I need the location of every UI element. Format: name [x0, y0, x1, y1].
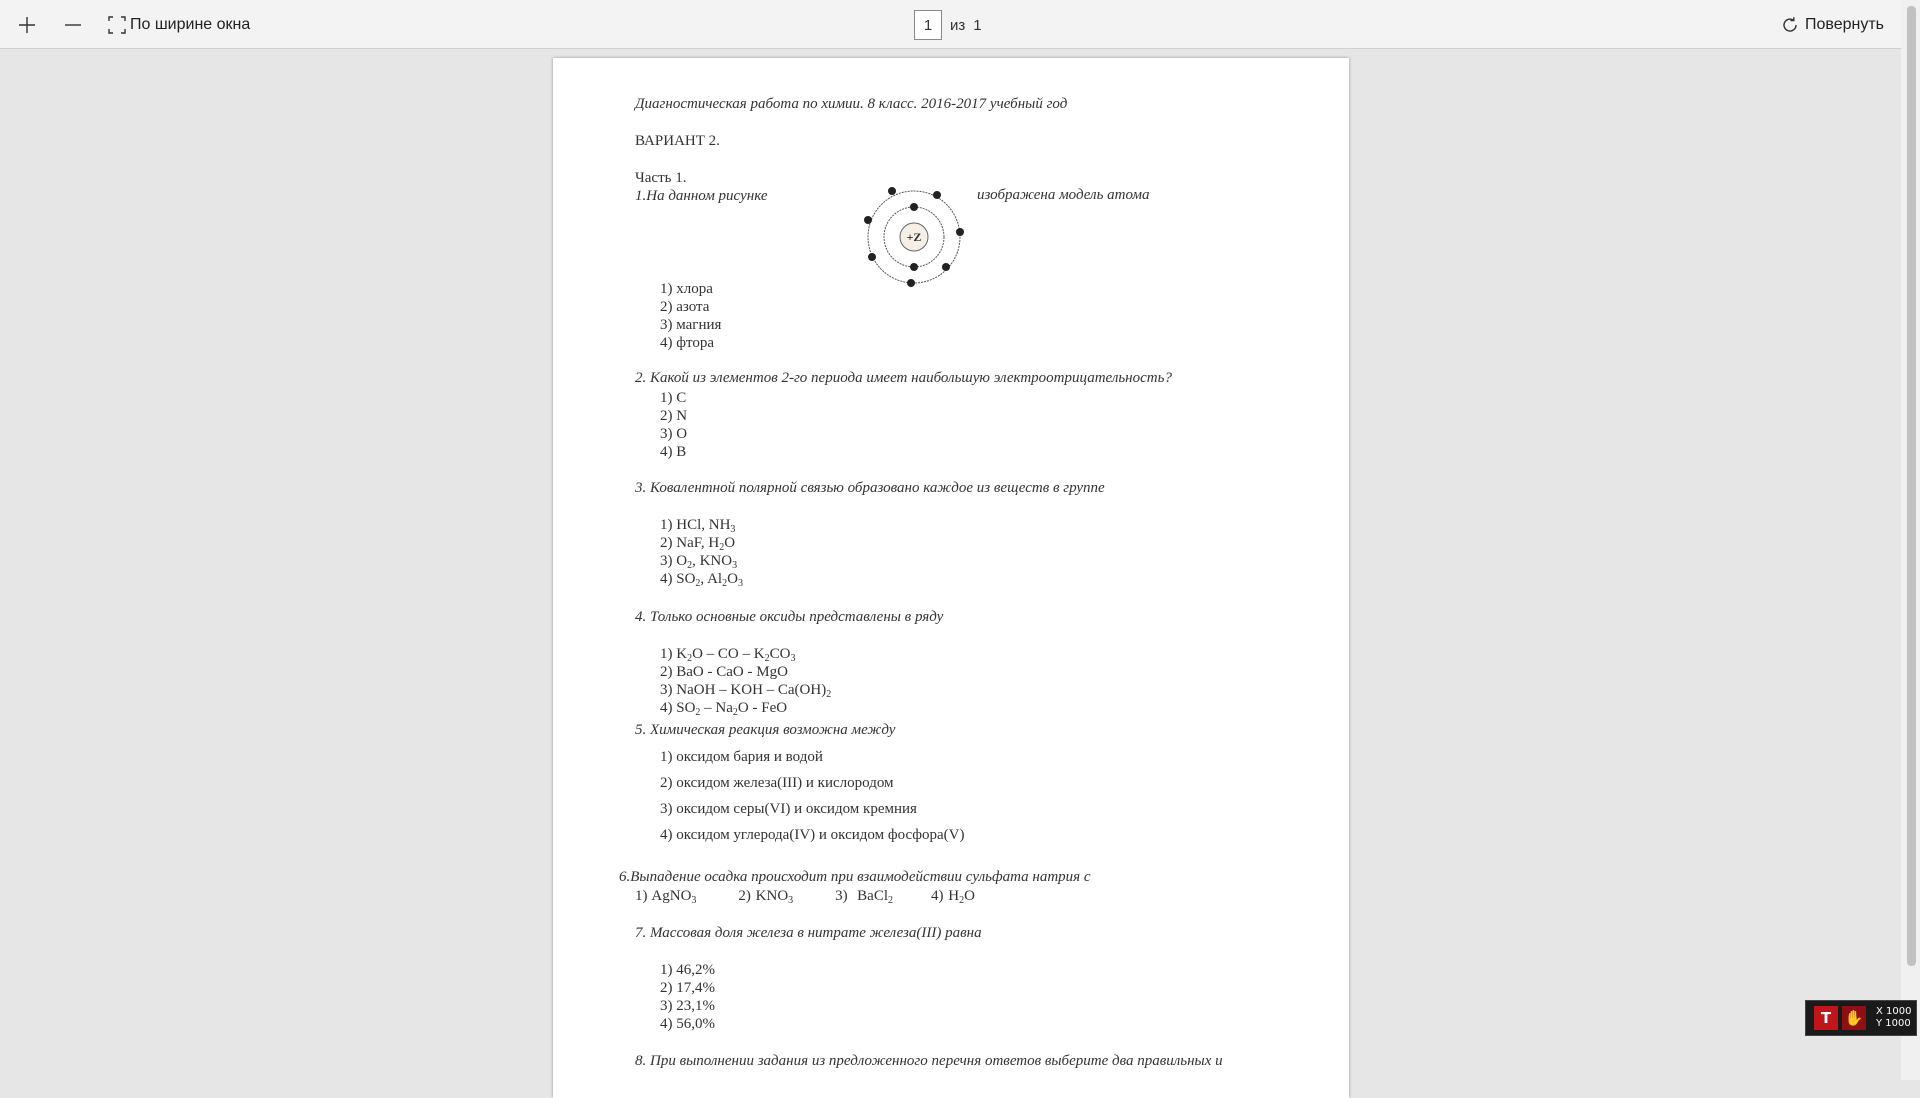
plus-icon: [18, 16, 36, 34]
part-title: Часть 1.: [635, 170, 687, 186]
rotate-button[interactable]: [1781, 12, 1884, 38]
minus-icon: [64, 16, 82, 34]
q1-option: 3) магния: [660, 317, 722, 333]
q1-text-right: изображена модель атома: [977, 187, 1150, 203]
rotate-label: Повернуть: [1804, 16, 1884, 33]
q1-option: 1) хлора: [660, 281, 713, 297]
scanned-document: [553, 58, 1349, 1098]
q6-option: 4) $H_2O$: [931, 888, 975, 906]
coordinates-widget[interactable]: [1805, 1000, 1917, 1036]
tool-icon: T: [1814, 1006, 1838, 1030]
q5-option: 4) оксидом углерода(IV) и оксидом фосфора(V): [660, 827, 965, 843]
q3-option: 3) $O_2$, $KNO_3$: [660, 553, 738, 571]
q3-option: 1) HCl, $NH_3$: [660, 517, 736, 535]
q5-option: 2) оксидом железа(III) и кислородом: [660, 775, 894, 791]
q6-option: 1) AgNO$_3$: [635, 888, 697, 906]
fit-width-icon: [108, 16, 126, 34]
q1-option: 2) азота: [660, 299, 710, 315]
nucleus-label: +Z: [906, 230, 922, 244]
q1-text-left: 1.На данном рисунке: [635, 188, 768, 204]
fit-width-button[interactable]: [108, 12, 250, 38]
fit-width-label: По ширине окна: [130, 16, 251, 33]
q4-text: 4. Только основные оксиды представлены в ряду: [635, 609, 944, 625]
x-coordinate: X 1000: [1876, 1006, 1912, 1017]
q4-option: 2) BaO - CaO - MgO: [660, 664, 788, 680]
q7-option: 1) 46,2%: [660, 962, 715, 978]
page-of-label: из: [950, 16, 966, 34]
y-coordinate: Y 1000: [1876, 1018, 1911, 1029]
zoom-in-button[interactable]: [14, 12, 40, 38]
q4-option: 3) NaOH – KOH – $Ca(OH)_2$: [660, 682, 832, 700]
viewer-toolbar: [0, 0, 1920, 49]
q7-option: 4) 56,0%: [660, 1016, 715, 1032]
q7-option: 3) 23,1%: [660, 998, 715, 1014]
document-page: [553, 58, 1349, 1098]
q2-option: 4) B: [660, 444, 687, 460]
document-header: Диагностическая работа по химии. 8 класс. 2016-2017 учебный год: [635, 96, 1068, 112]
zoom-out-button[interactable]: [60, 12, 86, 38]
q2-text: 2. Какой из элементов 2-го периода имеет наибольшую электроотрицательность?: [635, 370, 1172, 386]
variant-title: ВАРИАНТ 2.: [635, 133, 720, 149]
q2-option: 2) N: [660, 408, 688, 424]
q6-option: 2) $KNO_3$: [738, 888, 794, 906]
atom-model-image: [862, 185, 966, 289]
q2-option: 1) C: [660, 390, 687, 406]
coordinates-readout: [1876, 1006, 1911, 1030]
q5-option: 3) оксидом серы(VI) и оксидом кремния: [660, 801, 917, 817]
page-navigation: [914, 10, 982, 40]
vertical-scrollbar[interactable]: [1901, 0, 1920, 1080]
q6-option: 3) BaCl$_2$: [835, 888, 894, 906]
hand-icon: ✋: [1842, 1006, 1866, 1030]
q3-option: 4) $SO_2$, $Al_2O_3$: [660, 571, 743, 589]
q7-option: 2) 17,4%: [660, 980, 715, 996]
q8-text: 8. При выполнении задания из предложенного перечня ответов выберите два правильных и: [635, 1053, 1223, 1069]
q2-option: 3) O: [660, 426, 688, 442]
q4-option: 4) $SO_2 - Na_2O$ - FeO: [660, 700, 788, 718]
q1-option: 4) фтора: [660, 335, 714, 351]
q6-text: 6.Выпадение осадка происходит при взаимодействии сульфата натрия с: [619, 869, 1091, 885]
q3-text: 3. Ковалентной полярной связью образовано каждое из веществ в группе: [635, 480, 1105, 496]
scrollbar-thumb[interactable]: [1907, 6, 1916, 966]
q5-text: 5. Химическая реакция возможна между: [635, 722, 896, 738]
q3-option: 2) NaF, $H_2O$: [660, 535, 736, 553]
q4-option: 1) $K_2O$ – CO – $K_2CO_3$: [660, 646, 796, 664]
q6-options: [635, 887, 975, 905]
q7-text: 7. Массовая доля железа в нитрате железа(III) равна: [635, 925, 982, 941]
page-number-input[interactable]: [914, 10, 942, 40]
page-total: 1: [973, 16, 982, 34]
rotate-icon: [1781, 16, 1799, 34]
q5-option: 1) оксидом бария и водой: [660, 749, 823, 765]
